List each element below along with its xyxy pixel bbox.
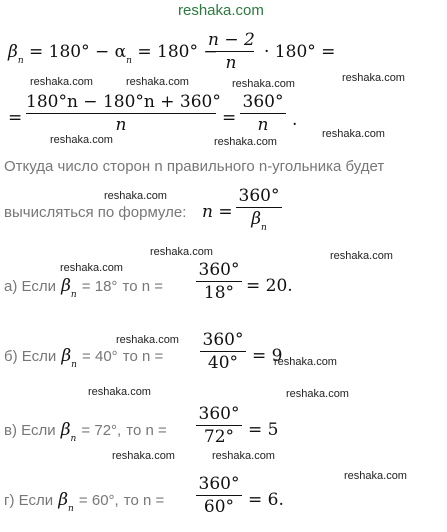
fraction-denominator: 18° — [203, 283, 235, 303]
watermark: reshaka.com — [330, 250, 393, 262]
beta-subscript: n — [68, 504, 74, 514]
watermark: reshaka.com — [214, 136, 277, 148]
fraction-bar — [196, 281, 242, 282]
fraction-bar — [208, 51, 254, 52]
case-a — [4, 276, 163, 300]
equals-sign: = — [8, 108, 23, 128]
case-then: то n = — [122, 348, 164, 365]
case-value: = 40° — [82, 348, 118, 365]
case-d — [4, 490, 165, 514]
watermark: reshaka.com — [322, 128, 385, 140]
fraction-denominator — [236, 209, 282, 232]
fraction-numerator: 360° — [198, 404, 240, 424]
watermark: reshaka.com — [126, 76, 189, 88]
beta-symbol: β — [251, 209, 262, 229]
beta-symbol: β — [60, 420, 71, 440]
case-label: в) Если — [4, 422, 56, 439]
fraction-numerator: 360° — [242, 92, 284, 112]
watermark: reshaka.com — [50, 134, 113, 146]
expr-part-c: · 180° = — [264, 42, 336, 62]
fraction-denominator: 72° — [203, 427, 235, 447]
explanation-line-2: вычисляться по формуле: — [4, 204, 187, 221]
fraction-numerator: 360° — [202, 330, 244, 350]
expr-part-b: = 180° − — [137, 42, 218, 62]
site-link[interactable]: reshaka.com — [178, 2, 264, 19]
watermark: reshaka.com — [342, 72, 405, 84]
case-d-result: = 6. — [248, 490, 284, 510]
watermark: reshaka.com — [232, 78, 295, 90]
fraction-numerator: 360° — [198, 474, 240, 494]
case-then: то n = — [126, 422, 167, 439]
fraction-long — [26, 92, 221, 135]
watermark: reshaka.com — [212, 450, 275, 462]
case-value: = 72°, — [81, 422, 122, 439]
fraction-numerator: 360° — [238, 186, 280, 206]
explanation-line-1: Откуда число сторон n правильного n-угольника будет — [4, 158, 385, 175]
fraction-bar — [26, 113, 216, 114]
beta-symbol: β — [58, 490, 69, 510]
fraction-bar — [196, 425, 242, 426]
case-c-result: = 5 — [248, 420, 279, 440]
beta-subscript: n — [70, 434, 77, 444]
beta-subscript: n — [71, 360, 77, 370]
fraction-denominator: n — [115, 115, 127, 135]
fraction-bar — [200, 351, 246, 352]
fraction-bar — [196, 495, 242, 496]
fraction-numerator: 180°n − 180°n + 360° — [26, 92, 221, 112]
watermark: reshaka.com — [344, 470, 407, 482]
fraction-denominator: 40° — [207, 353, 239, 373]
beta-subscript: n — [261, 223, 267, 233]
case-b-result: = 9 — [252, 346, 283, 366]
case-label: а) Если — [4, 278, 56, 295]
watermark: reshaka.com — [60, 262, 123, 274]
beta-subscript: n — [70, 290, 77, 300]
case-c-fraction — [196, 404, 242, 447]
watermark: reshaka.com — [116, 334, 179, 346]
case-c — [4, 420, 167, 444]
fraction-denominator: n — [257, 115, 269, 135]
equals-sign-2: = — [222, 108, 237, 128]
derivation-line-1 — [8, 42, 218, 66]
expr-part-a: = 180° − α — [29, 42, 127, 62]
case-d-fraction — [196, 474, 242, 517]
case-label: г) Если — [4, 492, 54, 509]
case-b-fraction — [200, 330, 246, 373]
fraction-n-minus-2-over-n — [208, 30, 254, 73]
beta-symbol: β — [61, 276, 71, 296]
case-label: б) Если — [4, 348, 57, 365]
watermark: reshaka.com — [274, 356, 337, 368]
fraction-360-over-beta — [236, 186, 282, 232]
fraction-numerator: 360° — [198, 260, 240, 280]
beta-subscript: n — [17, 56, 24, 66]
case-b — [4, 346, 164, 370]
case-a-result: = 20. — [246, 276, 293, 296]
fraction-denominator: n — [225, 53, 237, 73]
watermark: reshaka.com — [286, 388, 349, 400]
fraction-denominator: 60° — [203, 497, 235, 517]
fraction-360-over-n — [240, 92, 286, 135]
watermark: reshaka.com — [104, 190, 167, 202]
fraction-bar — [240, 113, 286, 114]
beta-symbol: β — [8, 42, 18, 62]
case-a-fraction — [196, 260, 242, 303]
watermark: reshaka.com — [150, 246, 213, 258]
case-value: = 18° — [81, 278, 118, 295]
formula-lhs: n = — [202, 202, 233, 222]
fraction-numerator: n − 2 — [208, 30, 255, 50]
watermark: reshaka.com — [88, 386, 151, 398]
watermark: reshaka.com — [30, 76, 93, 88]
case-then: то n = — [123, 492, 165, 509]
beta-symbol: β — [61, 346, 72, 366]
case-value: = 60°, — [78, 492, 119, 509]
fraction-bar — [236, 207, 282, 208]
watermark: reshaka.com — [112, 450, 175, 462]
alpha-subscript: n — [126, 56, 132, 66]
period: . — [292, 110, 298, 130]
case-then: то n = — [122, 278, 163, 295]
